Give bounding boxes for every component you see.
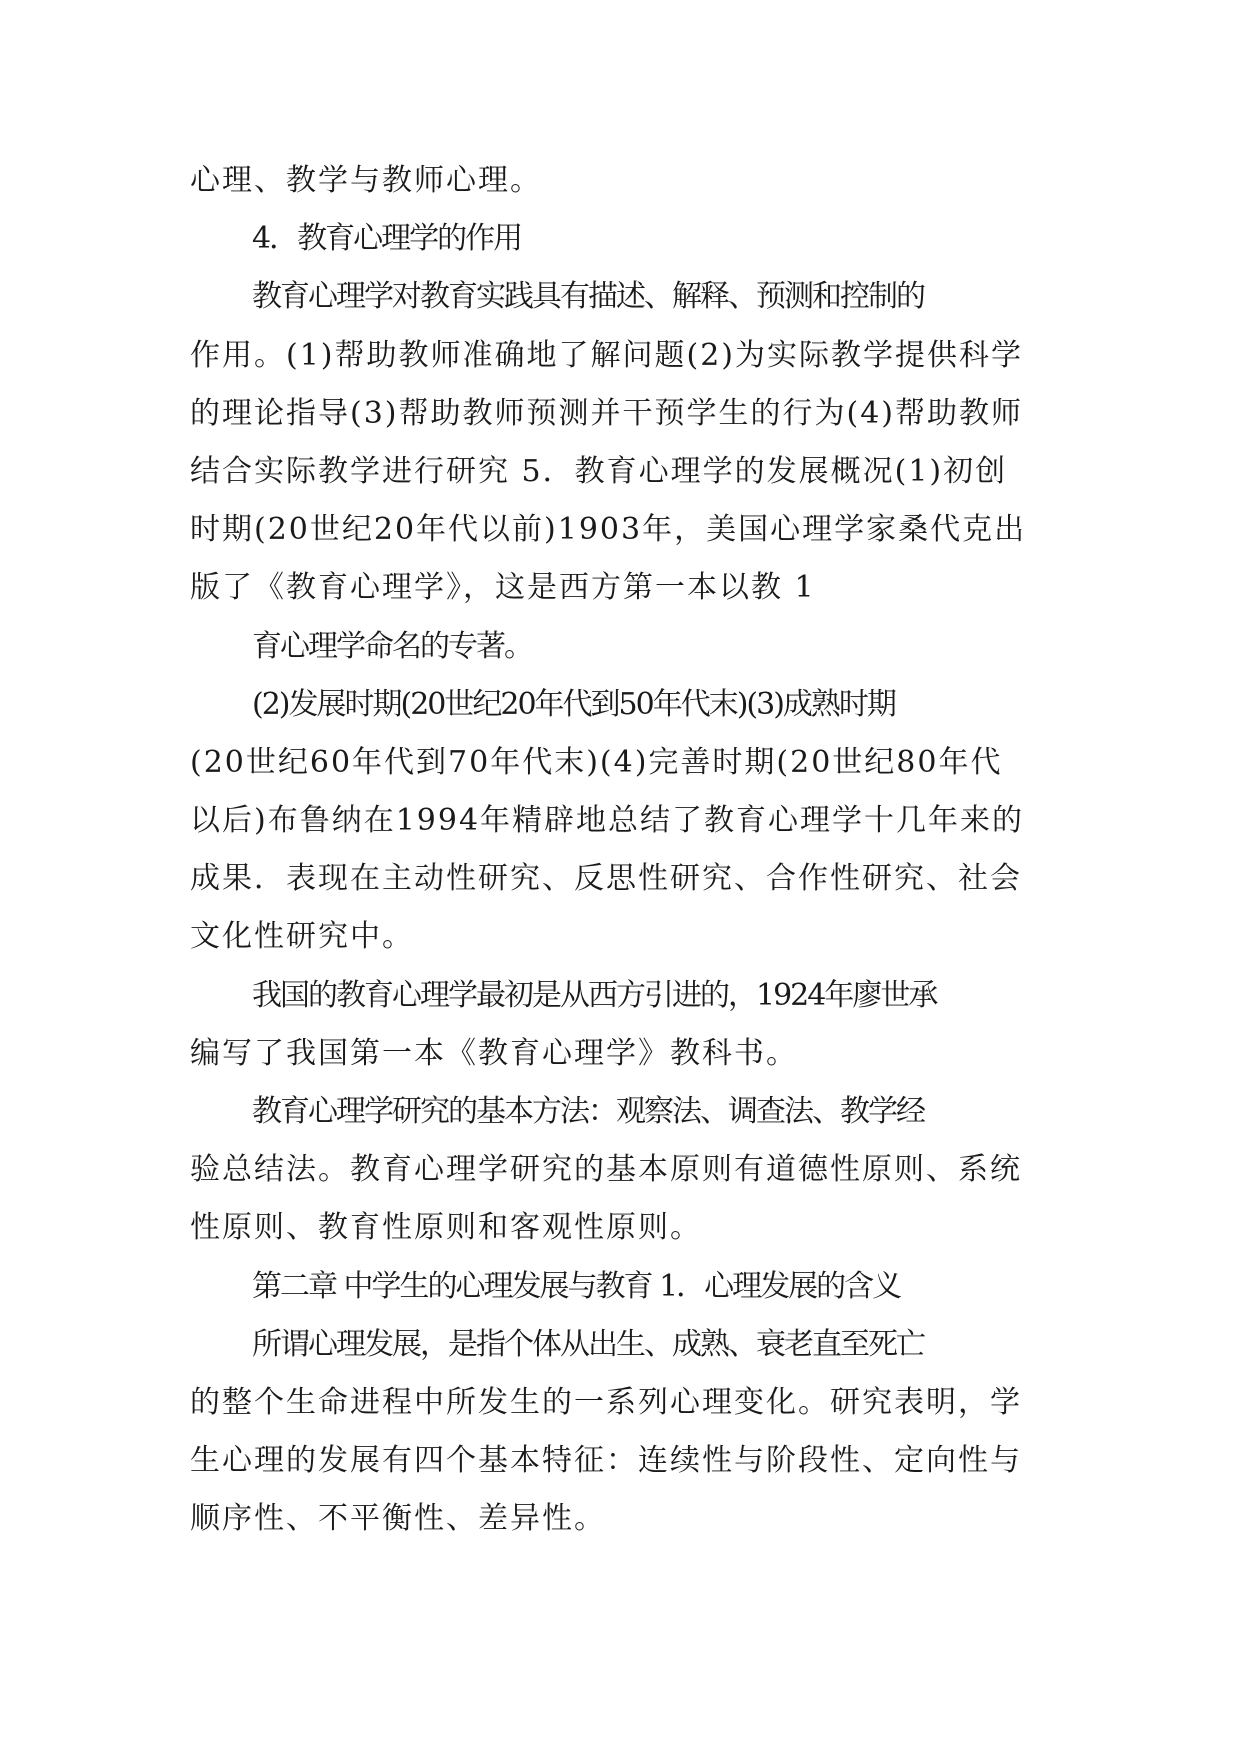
text-line: 验总结法。教育心理学研究的基本原则有道德性原则、系统 [190, 1152, 1022, 1188]
text-line: 时期(20世纪20年代以前)1903年，美国心理学家桑代克出 [190, 512, 1027, 548]
text-line: 的理论指导(3)帮助教师预测并干预学生的行为(4)帮助教师 [190, 395, 1023, 431]
text-line: 性原则、教育性原则和客观性原则。 [190, 1210, 702, 1246]
text-line: 文化性研究中。 [190, 919, 414, 955]
text-line: (2)发展时期(20世纪20年代到50年代末)(3)成熟时期 [252, 686, 895, 722]
text-line: 教育心理学研究的基本方法：观察法、调查法、教学经 [252, 1094, 924, 1129]
body-text [190, 152, 1050, 1549]
text-line: 生心理的发展有四个基本特征：连续性与阶段性、定向性与 [190, 1443, 1022, 1479]
text-line: 4．教育心理学的作用 [252, 221, 522, 257]
text-line: 结合实际教学进行研究 5．教育心理学的发展概况(1)初创 [190, 453, 1008, 489]
text-line: 的整个生命进程中所发生的一系列心理变化。研究表明，学 [190, 1384, 1022, 1420]
text-line: 我国的教育心理学最初是从西方引进的，1924年廖世承 [252, 977, 937, 1013]
text-line: 所谓心理发展，是指个体从出生、成熟、衰老直至死亡 [252, 1326, 924, 1362]
text-line: 顺序性、不平衡性、差异性。 [190, 1501, 606, 1537]
text-line: 心理、教学与教师心理。 [190, 163, 542, 198]
text-line: 以后)布鲁纳在1994年精辟地总结了教育心理学十几年来的 [190, 803, 1025, 839]
text-line: 育心理学命名的专著。 [252, 628, 532, 664]
text-line: 成果．表现在主动性研究、反思性研究、合作性研究、社会 [190, 861, 1022, 897]
text-line: 编写了我国第一本《教育心理学》教科书。 [190, 1035, 798, 1071]
text-line: 版了《教育心理学》，这是西方第一本以教 1 [190, 570, 816, 606]
text-line: 教育心理学对教育实践具有描述、解释、预测和控制的 [252, 279, 924, 315]
text-line: 第二章 中学生的心理发展与教育 1．心理发展的含义 [252, 1268, 901, 1304]
text-line: 作用。(1)帮助教师准确地了解问题(2)为实际教学提供科学 [190, 337, 1023, 373]
text-line: (20世纪60年代到70年代末)(4)完善时期(20世纪80年代 [190, 744, 1003, 780]
